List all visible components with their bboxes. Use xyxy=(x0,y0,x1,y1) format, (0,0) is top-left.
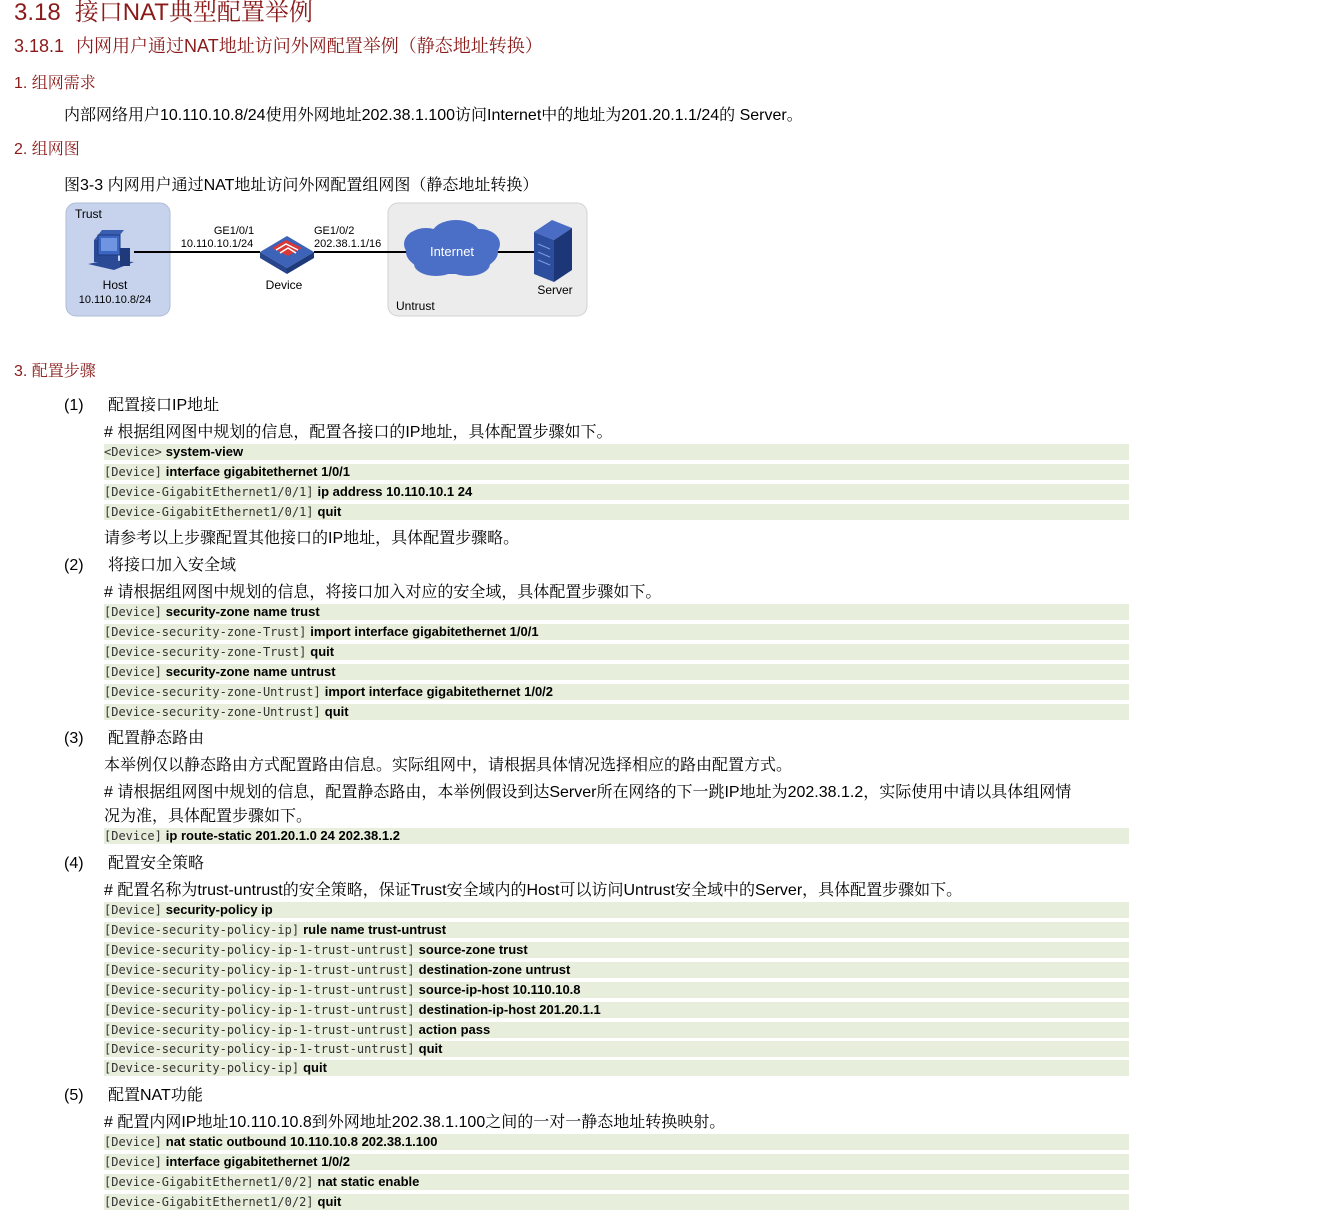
code-command: quit xyxy=(418,1041,443,1056)
code-line xyxy=(104,1154,1129,1170)
if2-name: GE1/0/2 xyxy=(314,225,355,237)
code-command: ip route-static 201.20.1.0 24 202.38.1.2 xyxy=(165,828,400,843)
code-prompt: [Device-GigabitEthernet1/0/1] xyxy=(104,505,314,519)
figure-caption: 图3-3 内网用户通过NAT地址访问外网配置组网图（静态地址转换） xyxy=(64,177,539,194)
code-command: ip address 10.110.10.1 24 xyxy=(317,484,473,499)
device-icon xyxy=(260,236,314,274)
step-3-number: (3) xyxy=(64,730,84,747)
code-line xyxy=(104,1194,1129,1210)
code-command: import interface gigabitethernet 1/0/1 xyxy=(310,624,539,639)
host-ip: 10.110.10.8/24 xyxy=(78,294,152,306)
device-label: Device xyxy=(265,278,303,292)
code-prompt: [Device] xyxy=(104,903,162,917)
step-3-text-2b: 况为准，具体配置步骤如下。 xyxy=(104,808,313,825)
if2-ip: 202.38.1.1/16 xyxy=(314,238,382,250)
code-command: import interface gigabitethernet 1/0/2 xyxy=(324,684,554,699)
code-prompt: [Device-security-policy-ip-1-trust-untrust] xyxy=(104,1042,415,1056)
code-line xyxy=(104,704,1129,720)
code-prompt: [Device-security-policy-ip-1-trust-untrust] xyxy=(104,983,415,997)
code-prompt: [Device-GigabitEthernet1/0/2] xyxy=(104,1175,314,1189)
code-line xyxy=(104,644,1129,660)
code-line xyxy=(104,444,1129,460)
code-prompt: [Device-GigabitEthernet1/0/1] xyxy=(104,485,314,499)
section-number: 3.18 xyxy=(14,0,61,26)
code-line xyxy=(104,982,1129,998)
subsection-number: 3.18.1 xyxy=(14,36,65,56)
code-command: security-zone name untrust xyxy=(165,664,336,679)
code-command: nat static enable xyxy=(317,1174,420,1189)
step-5-number: (5) xyxy=(64,1087,84,1104)
step-2-title: 将接口加入安全域 xyxy=(108,557,237,574)
code-line xyxy=(104,1134,1129,1150)
step-1-heading xyxy=(64,392,219,415)
requirements-heading: 1. 组网需求 xyxy=(14,75,96,92)
code-command: system-view xyxy=(165,444,244,459)
step-2-note: # 请根据组网图中规划的信息，将接口加入对应的安全域，具体配置步骤如下。 xyxy=(104,584,662,601)
subsection-heading xyxy=(14,32,543,58)
code-line xyxy=(104,624,1129,640)
code-prompt: [Device] xyxy=(104,605,162,619)
server-label: Server xyxy=(537,283,573,297)
code-prompt: [Device-security-zone-Trust] xyxy=(104,625,307,639)
untrust-label: Untrust xyxy=(396,299,435,313)
code-line xyxy=(104,1022,1129,1038)
code-line xyxy=(104,504,1129,520)
step-5-note: # 配置内网IP地址10.110.10.8到外网地址202.38.1.100之间的一对一静态地址转换映射。 xyxy=(104,1114,726,1131)
code-line xyxy=(104,664,1129,680)
code-command: rule name trust-untrust xyxy=(303,922,447,937)
code-prompt: [Device] xyxy=(104,465,162,479)
code-line xyxy=(104,1041,1129,1057)
code-prompt: [Device-security-zone-Trust] xyxy=(104,645,307,659)
code-prompt: [Device] xyxy=(104,1155,162,1169)
code-command: quit xyxy=(324,704,349,719)
code-prompt: <Device> xyxy=(104,445,162,459)
code-prompt: [Device-security-policy-ip] xyxy=(104,923,300,937)
steps-heading: 3. 配置步骤 xyxy=(14,363,96,380)
code-command: interface gigabitethernet 1/0/1 xyxy=(165,464,351,479)
code-command: security-zone name trust xyxy=(165,604,320,619)
step-1-title: 配置接口IP地址 xyxy=(108,397,220,414)
code-command: quit xyxy=(303,1060,327,1075)
step-4-heading xyxy=(64,850,204,873)
code-command: interface gigabitethernet 1/0/2 xyxy=(165,1154,351,1169)
step-1-after: 请参考以上步骤配置其他接口的IP地址，具体配置步骤略。 xyxy=(104,530,520,547)
code-line xyxy=(104,1002,1129,1018)
code-prompt: [Device] xyxy=(104,1135,162,1149)
code-prompt: [Device-security-policy-ip-1-trust-untrust] xyxy=(104,1003,415,1017)
code-command: quit xyxy=(310,644,335,659)
section-heading xyxy=(14,0,313,27)
step-5-heading xyxy=(64,1082,203,1105)
code-prompt: [Device-security-zone-Untrust] xyxy=(104,705,321,719)
subsection-title: 内网用户通过NAT地址访问外网配置举例（静态地址转换） xyxy=(76,36,543,56)
step-5-title: 配置NAT功能 xyxy=(108,1087,203,1104)
code-command: source-zone trust xyxy=(418,942,528,957)
code-prompt: [Device-GigabitEthernet1/0/2] xyxy=(104,1195,314,1209)
code-line xyxy=(104,962,1129,978)
code-line xyxy=(104,1060,1129,1076)
code-line xyxy=(104,684,1129,700)
code-line xyxy=(104,902,1129,918)
internet-label: Internet xyxy=(429,244,475,259)
code-line xyxy=(104,484,1129,500)
requirements-text: 内部网络用户10.110.10.8/24使用外网地址202.38.1.100访问Internet中的地址为201.20.1.1/24的 Server。 xyxy=(64,107,803,124)
section-title: 接口NAT典型配置举例 xyxy=(74,0,313,26)
step-4-note: # 配置名称为trust-untrust的安全策略，保证Trust安全域内的Host可以访问Untrust安全域中的Server，具体配置步骤如下。 xyxy=(104,882,963,899)
host-label: Host xyxy=(102,278,128,292)
step-1-note: # 根据组网图中规划的信息，配置各接口的IP地址，具体配置步骤如下。 xyxy=(104,424,613,441)
if1-name: GE1/0/1 xyxy=(213,225,255,237)
code-prompt: [Device-security-zone-Untrust] xyxy=(104,685,321,699)
code-command: action pass xyxy=(418,1022,491,1037)
code-line xyxy=(104,1174,1129,1190)
code-command: nat static outbound 10.110.10.8 202.38.1.100 xyxy=(165,1134,438,1149)
code-prompt: [Device-security-policy-ip-1-trust-untrust] xyxy=(104,943,415,957)
step-2-heading xyxy=(64,552,236,575)
code-line xyxy=(104,942,1129,958)
step-3-text-1: 本举例仅以静态路由方式配置路由信息。实际组网中，请根据具体情况选择相应的路由配置方式。 xyxy=(104,757,793,774)
code-command: destination-zone untrust xyxy=(418,962,571,977)
code-prompt: [Device-security-policy-ip-1-trust-untrust] xyxy=(104,1023,415,1037)
code-line xyxy=(104,828,1129,844)
network-diagram xyxy=(64,200,594,322)
step-2-number: (2) xyxy=(64,557,84,574)
step-4-title: 配置安全策略 xyxy=(108,855,205,872)
if1-ip: 10.110.10.1/24 xyxy=(180,238,254,250)
step-3-heading xyxy=(64,725,204,748)
code-line xyxy=(104,922,1129,938)
code-command: source-ip-host 10.110.10.8 xyxy=(418,982,581,997)
trust-label: Trust xyxy=(75,207,102,221)
code-prompt: [Device] xyxy=(104,665,162,679)
code-command: security-policy ip xyxy=(165,902,273,917)
code-prompt: [Device-security-policy-ip-1-trust-untrust] xyxy=(104,963,415,977)
topology-heading: 2. 组网图 xyxy=(14,141,80,158)
code-line xyxy=(104,604,1129,620)
code-line xyxy=(104,464,1129,480)
code-command: destination-ip-host 201.20.1.1 xyxy=(418,1002,601,1017)
step-4-number: (4) xyxy=(64,855,84,872)
step-3-title: 配置静态路由 xyxy=(108,730,205,747)
code-prompt: [Device-security-policy-ip] xyxy=(104,1061,300,1075)
code-command: quit xyxy=(317,504,342,519)
code-command: quit xyxy=(317,1194,342,1209)
step-1-number: (1) xyxy=(64,397,84,414)
step-3-text-2a: # 请根据组网图中规划的信息，配置静态路由，本举例假设到达Server所在网络的下一跳IP地址为202.38.1.2，实际使用中请以具体组网情 xyxy=(104,784,1072,801)
server-icon xyxy=(534,220,572,282)
code-prompt: [Device] xyxy=(104,829,162,843)
